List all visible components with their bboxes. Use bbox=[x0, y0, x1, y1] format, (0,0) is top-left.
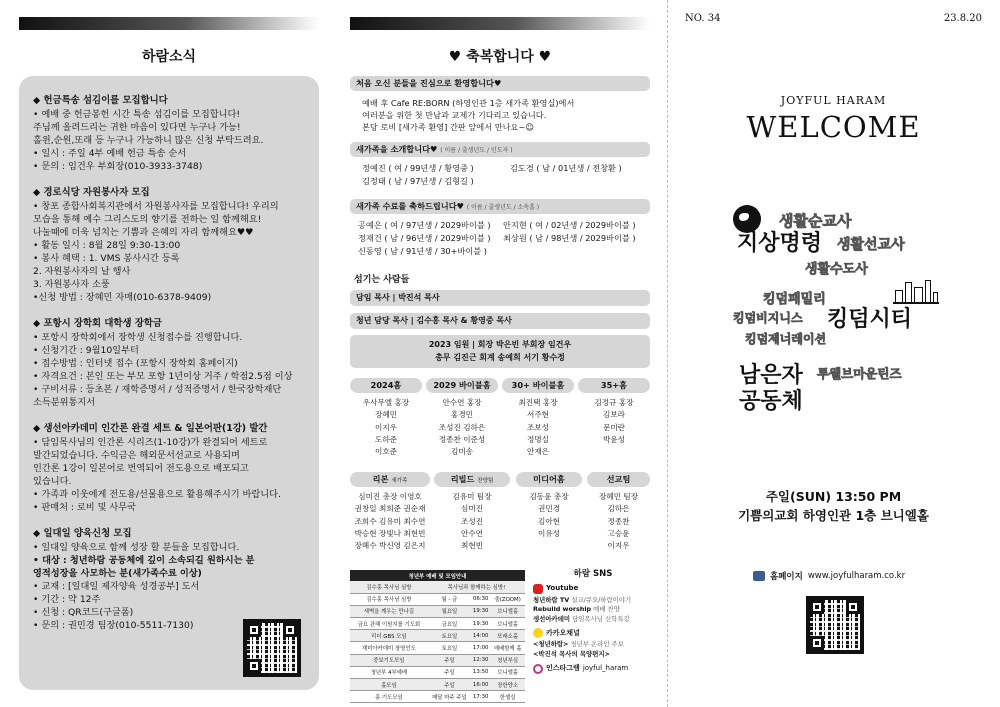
sns-line-name: <박진석 목사의 목양편지> bbox=[533, 649, 610, 658]
news-item bbox=[33, 317, 311, 409]
schedule-row bbox=[350, 605, 525, 617]
vision-word: 킹덤비지니스 bbox=[733, 311, 803, 325]
sns-line-name: <청년하람> bbox=[533, 640, 569, 649]
schedule-cell: 금요 관혜 이원지를 기도회 bbox=[350, 618, 428, 630]
schedule-cell: 홀모임 bbox=[350, 679, 428, 691]
news-item-heading: ◆ 생선아카데미 인간론 완결 세트 & 일본어판(1강) 발간 bbox=[33, 423, 268, 434]
sns-line bbox=[533, 596, 653, 606]
graduation-entry: 공예은 ( 여 / 97년생 / 2029바이블 ) bbox=[358, 220, 491, 230]
vision-word: 남은자 bbox=[739, 363, 803, 388]
news-title: 하람소식 bbox=[141, 49, 197, 65]
graduation-entry: 최상원 ( 남 / 98년생 / 2029바이블 ) bbox=[503, 233, 636, 243]
member-name: 안수연 홍장 bbox=[442, 398, 482, 407]
member-name: 김하은 bbox=[607, 504, 630, 514]
member-name: 정종찬 bbox=[607, 516, 630, 526]
officers-box bbox=[350, 335, 650, 368]
news-item-line: • 판매처 : 로비 및 사무국 bbox=[33, 502, 136, 513]
member-name: 정종찬 이준성 bbox=[438, 434, 486, 444]
instagram-label: 인스타그램 bbox=[546, 663, 580, 672]
schedule-cell: 17:00 bbox=[471, 642, 490, 654]
news-item-line: • 기간 : 약 12주 bbox=[33, 594, 101, 605]
news-item-line: • 대상 : 청년하람 공동체에 깊이 소속되길 원하시는 분 bbox=[33, 555, 255, 566]
schedule-cell: 금요일 bbox=[428, 618, 471, 630]
vision-word: 공동체 bbox=[739, 389, 803, 414]
news-item-heading: ◆ 일대일 양육신청 모집 bbox=[33, 528, 132, 539]
new-family-entry: 김도경 ( 남 / 01년생 / 전창환 ) bbox=[510, 163, 622, 173]
instagram-link[interactable] bbox=[533, 664, 653, 674]
member-name: 권민경 bbox=[537, 504, 560, 514]
city-skyline-icon bbox=[893, 280, 939, 304]
schedule-cell: 14:00 bbox=[471, 630, 490, 642]
schedule-cell: 브니엘홀 bbox=[490, 618, 525, 630]
schedule-row bbox=[350, 654, 525, 666]
new-family-bar bbox=[350, 142, 650, 157]
schedule-cell: 브니엘홀 bbox=[490, 666, 525, 678]
schedule-row bbox=[350, 666, 525, 678]
vision-wordart bbox=[725, 200, 985, 450]
news-item-line: 발간되었습니다. 수익금은 해외문서선교로 사용되며 bbox=[33, 450, 240, 461]
news-item-line: 소득분위통지서 bbox=[33, 397, 96, 408]
news-item-line: • 자격요건 : 본인 또는 부모 포항 1년이상 거주 / 학점2.5점 이상 bbox=[33, 371, 293, 382]
schedule-cell: 13:50 bbox=[471, 666, 490, 678]
youtube-link[interactable] bbox=[533, 584, 653, 594]
news-item-line: • 예배 중 헌금봉헌 시간 특송 섬김이를 모집합니다! bbox=[33, 109, 241, 120]
news-item-line: 홀윈,순원,또래 등 누구나 가능하니 많은 신청 부탁드려요. bbox=[33, 135, 264, 146]
news-item-heading: ◆ 헌금특송 섬김이를 모집합니다 bbox=[33, 95, 168, 106]
member-name: 이유성 bbox=[537, 528, 560, 538]
home-members bbox=[426, 397, 498, 458]
news-item-line: • 교재 : [일대일 제자양육 성경공부] 도서 bbox=[33, 581, 200, 592]
servers-title: 섬기는 사람들 bbox=[354, 275, 410, 285]
youth-pastor: 청년 담당 목사 | 김수홍 목사 & 황영중 목사 bbox=[350, 313, 650, 329]
member-name: 서주현 bbox=[526, 410, 549, 420]
sns-line-desc: 담임목사님 신학특강 bbox=[570, 614, 630, 623]
news-item-line: • 신청 : QR코드(구글폼) bbox=[33, 607, 134, 618]
team-sub: 찬양팀 bbox=[477, 478, 494, 484]
member-name: 안수연 bbox=[460, 528, 483, 538]
schedule-table bbox=[350, 570, 525, 703]
schedule-cell: 주일 bbox=[428, 654, 471, 666]
schedule-cell: 홍 기도모임 bbox=[350, 691, 428, 703]
news-item-line: 있습니다. bbox=[33, 476, 72, 487]
schedule-cell: 월 - 금 bbox=[428, 593, 471, 605]
header-bar bbox=[350, 17, 650, 30]
vision-word: 생활순교사 bbox=[779, 212, 852, 230]
kakao-link[interactable] bbox=[533, 628, 653, 638]
news-item bbox=[33, 94, 311, 173]
graduation-entry: 정재건 ( 남 / 96년생 / 2029바이블 ) bbox=[358, 233, 491, 243]
kakao-talk-icon bbox=[533, 628, 543, 638]
schedule-cell: 청년부 4부예배 bbox=[350, 666, 428, 678]
member-name: 안재은 bbox=[526, 447, 549, 457]
officers-line: 총무 김진근 회계 송예희 서기 황수정 bbox=[435, 352, 565, 362]
team-members bbox=[350, 491, 430, 552]
cover-subtitle: JOYFUL HARAM bbox=[780, 94, 887, 107]
schedule-cell: 월요일 bbox=[428, 605, 471, 617]
sns-line-name: Rebuild worship bbox=[533, 605, 592, 614]
welcome-line: 본당 로비 [새가족 환영] 간판 앞에서 만나요~☺ bbox=[362, 122, 534, 132]
news-item bbox=[33, 186, 311, 304]
graduation-entry: 신동영 ( 남 / 91년생 / 30+바이블 ) bbox=[358, 246, 488, 256]
home-pill: 35+홈 bbox=[578, 378, 650, 393]
news-item-line: • 신청기간 : 9월10일부터 bbox=[33, 345, 139, 356]
team-name: 리본 bbox=[372, 474, 389, 484]
schedule-cell: 19:30 bbox=[471, 605, 490, 617]
news-column bbox=[0, 0, 333, 707]
news-item-line: • 접수방법 : 인터넷 접수 (포항시 장학회 홈페이지) bbox=[33, 358, 238, 369]
team-members bbox=[587, 491, 650, 552]
member-name: 장혜민 bbox=[374, 410, 397, 420]
service-info bbox=[667, 487, 1000, 525]
schedule-cell: 재미아카데미 창영언도 bbox=[350, 642, 428, 654]
vision-word: 킹덤제너레이션 bbox=[745, 332, 827, 346]
schedule-cell: 12:30 bbox=[471, 654, 490, 666]
news-item bbox=[33, 422, 311, 514]
member-name: 조보성 bbox=[526, 422, 549, 432]
news-item-line: 영적성장을 사모하는 분(새가족수료 이상) bbox=[33, 568, 202, 579]
vision-word: 생활수도사 bbox=[805, 262, 868, 277]
schedule-cell: 매달 마주 주일 bbox=[428, 691, 471, 703]
member-name: 우사무엘 홍장 bbox=[362, 398, 410, 407]
member-name: 김유미 팀장 bbox=[452, 492, 492, 501]
news-item-line: • 가족과 이웃에게 전도용/선물용으로 활용해주시기 바랍니다. bbox=[33, 489, 281, 500]
youtube-icon bbox=[533, 584, 543, 594]
schedule-header-cell: 김수홍 목사님 심방 bbox=[350, 581, 428, 593]
schedule-cell: 새벽을 깨우는 만나길 bbox=[350, 605, 428, 617]
team-pill bbox=[516, 472, 582, 487]
graduation-entry: 안지현 ( 여 / 02년생 / 2029바이블 ) bbox=[503, 220, 636, 230]
news-item-line: • 포항시 장학회에서 장학생 신청접수를 진행합니다. bbox=[33, 332, 243, 343]
header-bar bbox=[19, 17, 319, 30]
news-item-line: • 활동 일시 : 8월 28일 9:30-13:00 bbox=[33, 240, 181, 251]
graduation-bar bbox=[350, 199, 650, 214]
home-members bbox=[578, 397, 650, 446]
sns-line-desc: 청년부 온라인 주보 bbox=[568, 640, 624, 649]
schedule-cell: 토요일 bbox=[428, 630, 471, 642]
schedule-cell: 주일 bbox=[428, 666, 471, 678]
news-item-line: 2. 자원봉사자의 날 행사 bbox=[33, 266, 131, 277]
new-family-entry: 김정태 ( 남 / 97년생 / 김형길 ) bbox=[362, 176, 474, 186]
homepage-label: 홈페이지 bbox=[770, 572, 803, 582]
schedule-cell: 중보기도모임 bbox=[350, 654, 428, 666]
member-name: 조희수 김유미 최수연 bbox=[354, 516, 426, 526]
news-item-line: 나눌때에 더욱 넘치는 기쁨과 은혜의 자리 함께해요♥♥ bbox=[33, 227, 254, 238]
schedule-cell: 김수홍 목사님 심방 bbox=[350, 593, 428, 605]
news-item-heading: ◆ 포항시 장학회 대학생 장학금 bbox=[33, 318, 162, 329]
team-pill bbox=[434, 472, 510, 487]
schedule-title: 청년부 예배 및 모임안내 bbox=[350, 570, 525, 581]
news-item-line: •신청 방법 : 장혜민 자매(010-6378-9409) bbox=[33, 292, 212, 303]
news-item-line: • 문의 : 임건우 부회장(010-3933-3748) bbox=[33, 161, 203, 172]
sns-line bbox=[533, 605, 653, 615]
homepage-qr-code[interactable] bbox=[806, 596, 864, 654]
sns-title: 하람 SNS bbox=[573, 569, 613, 579]
team-members bbox=[516, 491, 582, 540]
schedule-row bbox=[350, 618, 525, 630]
schedule-row bbox=[350, 679, 525, 691]
member-name: 김아현 bbox=[537, 516, 560, 526]
schedule-cell: 19:30 bbox=[471, 618, 490, 630]
home-pill: 30+ 바이블홈 bbox=[502, 378, 574, 393]
news-item-line: • 일시 : 주일 4부 예배 헌금 특송 순서 bbox=[33, 148, 187, 159]
service-place: 기쁨의교회 하영인관 1층 브니엘홀 bbox=[738, 508, 929, 523]
sns-line-name: 청년하람 TV bbox=[533, 595, 570, 604]
member-name: 김동윤 총장 bbox=[529, 492, 569, 501]
member-name: 김보라 bbox=[602, 410, 625, 420]
issue-number: NO. 34 bbox=[685, 13, 721, 24]
cover-column bbox=[667, 0, 1000, 707]
news-item-line: 인간론 1강이 일본어로 번역되어 전도용으로 배포되고 bbox=[33, 463, 249, 474]
schedule-cell: 청년부실 bbox=[490, 654, 525, 666]
schedule-header-cell: 목사님과 함께하는 심방! bbox=[428, 581, 525, 593]
welcome-line: 예배 후 Cafe RE:BORN (하영인관 1층 새가족 환영실)에서 bbox=[362, 98, 575, 108]
officers-line: 2023 임원 | 회장 박은빈 부회장 임건우 bbox=[428, 340, 572, 349]
news-item-heading: ◆ 경로식당 자원봉사자 모집 bbox=[33, 187, 150, 198]
team-sub: 새가족 bbox=[391, 478, 408, 484]
member-name: 정명실 bbox=[526, 434, 549, 444]
welcome-line: 여러분을 위한 첫 만남과 교제가 기다리고 있습니다. bbox=[362, 110, 547, 120]
schedule-cell: 리더 GBS 모임 bbox=[350, 630, 428, 642]
member-name: 심미진 bbox=[460, 504, 483, 514]
member-name: 최진택 홍장 bbox=[518, 398, 558, 407]
sns-line-desc: 예배 찬양 bbox=[591, 605, 620, 614]
news-item-line: 모습을 통해 예수 그리스도의 향기를 전하는 일 함께해요! bbox=[33, 214, 262, 225]
member-name: 조성진 bbox=[460, 516, 483, 526]
sns-line bbox=[533, 615, 653, 625]
home-pill: 2024홈 bbox=[350, 378, 422, 393]
application-qr-code[interactable] bbox=[243, 619, 301, 677]
vision-word: 투웰브마운틴즈 bbox=[817, 366, 902, 381]
member-name: 문미란 bbox=[602, 422, 625, 432]
schedule-cell: 장한양소 bbox=[490, 679, 525, 691]
schedule-cell: 브니엘홀 bbox=[490, 605, 525, 617]
schedule-cell: 예배함께 홀 bbox=[490, 642, 525, 654]
issue-date: 23.8.20 bbox=[943, 13, 982, 24]
member-name: 권창일 최희준 권순재 bbox=[354, 504, 426, 514]
new-family-bar-label: 새가족을 소개합니다♥ bbox=[356, 144, 438, 154]
vision-word: 킹덤시티 bbox=[827, 307, 913, 332]
schedule-row bbox=[350, 630, 525, 642]
team-pill bbox=[587, 472, 650, 487]
team-name: 선교팀 bbox=[606, 474, 631, 484]
sns-panel bbox=[533, 570, 653, 674]
blessing-title: ♥ 축복합니다 ♥ bbox=[448, 49, 552, 65]
news-item-line: • 구비서류 : 등초본 / 재학증명서 / 성적증명서 / 한국장학재단 bbox=[33, 384, 282, 395]
team-name: 미디어홈 bbox=[533, 474, 565, 484]
schedule-row bbox=[350, 691, 525, 703]
schedule-cell: 토요일 bbox=[428, 642, 471, 654]
member-name: 김미송 bbox=[450, 447, 473, 457]
news-item-line: • 창포 종합사회복지관에서 자원봉사자를 모집합니다! 우리의 bbox=[33, 201, 279, 212]
news-item-line: 주님께 올려드리는 귀한 마음이 있다면 누구나 가능! bbox=[33, 122, 241, 133]
team-name: 리빌드 bbox=[450, 474, 475, 484]
member-name: 홍경민 bbox=[450, 410, 473, 420]
schedule-cell: 16:00 bbox=[471, 679, 490, 691]
schedule-cell: 17:30 bbox=[471, 691, 490, 703]
schedule-cell: 줌(ZOOM) bbox=[490, 593, 525, 605]
team-pill bbox=[350, 472, 430, 487]
news-item bbox=[33, 527, 311, 632]
youtube-label: Youtube bbox=[546, 583, 579, 592]
schedule-cell: 주일 bbox=[428, 679, 471, 691]
new-family-entry: 정예진 ( 여 / 99년생 / 황영중 ) bbox=[362, 163, 474, 173]
schedule-cell: 06:30 bbox=[471, 593, 490, 605]
schedule-cell: 또래소홀 bbox=[490, 630, 525, 642]
graduation-bar-label: 새가족 수료를 축하드립니다♥ bbox=[356, 201, 464, 211]
member-name: 박윤성 bbox=[602, 434, 625, 444]
sns-line-desc: 설교/큐오/하람이야기 bbox=[569, 595, 632, 604]
member-name: 심미진 총장 이영호 bbox=[358, 492, 422, 501]
instagram-handle: joyful_haram bbox=[582, 663, 629, 672]
home-members bbox=[350, 397, 422, 458]
news-box bbox=[19, 76, 319, 690]
sns-line bbox=[533, 650, 653, 660]
vision-word: 지상명령 bbox=[737, 231, 823, 256]
member-name: 장혜수 박신영 김은지 bbox=[354, 541, 426, 551]
member-name: 박승현 장빛나 최현빈 bbox=[354, 528, 426, 538]
home-members bbox=[502, 397, 574, 458]
member-name: 도하준 bbox=[374, 434, 397, 444]
homepage-url: www.joyfulharam.co.kr bbox=[807, 571, 906, 581]
member-name: 고승윤 bbox=[607, 528, 630, 538]
home-pill: 2029 바이블홈 bbox=[426, 378, 498, 393]
member-name: 김정규 홍장 bbox=[594, 398, 634, 407]
blessing-column bbox=[333, 0, 667, 707]
sns-line-name: 생선아카데미 bbox=[533, 614, 571, 623]
vision-word: 킹덤패밀리 bbox=[763, 292, 826, 307]
welcome-text bbox=[362, 97, 574, 133]
team-members bbox=[434, 491, 510, 552]
news-item-line: • 일대일 양육으로 함께 성장 할 분들을 모집합니다. bbox=[33, 542, 240, 553]
cover-title: WELCOME bbox=[746, 110, 921, 144]
schedule-cell: 한셀실 bbox=[490, 691, 525, 703]
news-item-line: • 문의 : 권민경 팀장(010-5511-7130) bbox=[33, 620, 194, 631]
instagram-icon bbox=[533, 664, 543, 674]
sns-line bbox=[533, 640, 653, 650]
member-name: 이지우 bbox=[374, 422, 397, 432]
senior-pastor: 담임 목사 | 박진석 목사 bbox=[350, 290, 650, 306]
schedule-row bbox=[350, 593, 525, 605]
member-name: 이호준 bbox=[374, 447, 397, 457]
news-item-line: • 담임목사님의 인간론 시리즈(1-10강)가 완결되어 세트로 bbox=[33, 437, 268, 448]
homepage-link[interactable] bbox=[753, 570, 905, 582]
schedule-row bbox=[350, 642, 525, 654]
new-family-bar-sub: ( 이름 / 출생년도 / 인도자 ) bbox=[440, 147, 513, 154]
monitor-icon bbox=[753, 571, 765, 581]
member-name: 최현빈 bbox=[460, 541, 483, 551]
member-name: 이지우 bbox=[607, 541, 630, 551]
graduation-bar-sub: ( 이름 / 출생년도 / 소속홈 ) bbox=[466, 204, 540, 211]
service-time: 주일(SUN) 13:50 PM bbox=[765, 489, 902, 504]
kakao-label: 카카오채널 bbox=[546, 628, 580, 637]
news-item-line: • 봉사 혜택 : 1. VMS 봉사시간 등록 bbox=[33, 253, 180, 264]
vision-word: 생활선교사 bbox=[837, 237, 905, 253]
welcome-bar: 처음 오신 분들을 진심으로 환영합니다♥ bbox=[350, 76, 650, 91]
member-name: 장혜민 팀장 bbox=[598, 492, 639, 501]
news-item-line: 3. 자원봉사자 소풍 bbox=[33, 279, 110, 290]
member-name: 조성진 김하은 bbox=[438, 422, 486, 432]
